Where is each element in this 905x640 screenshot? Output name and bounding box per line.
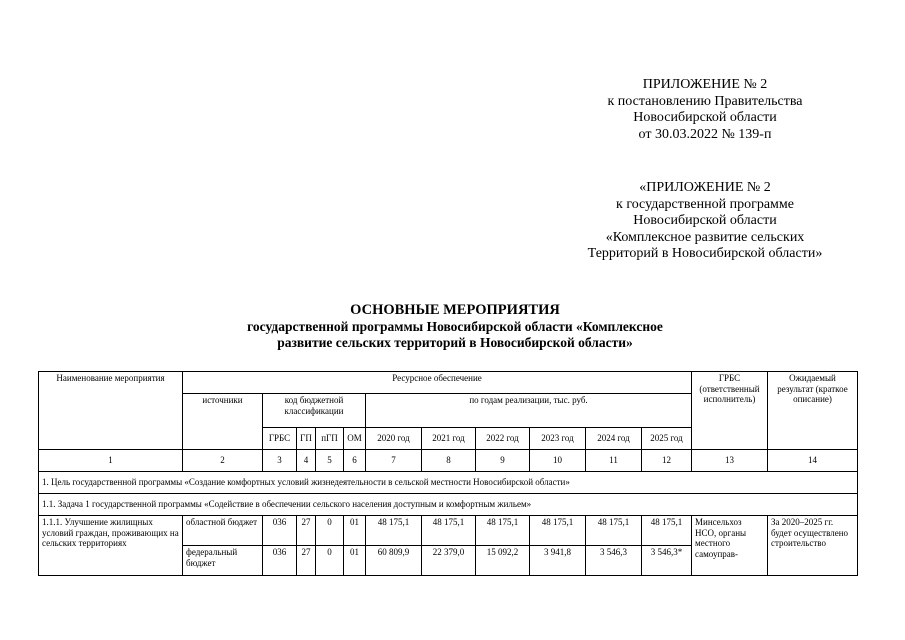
value-cell: 48 175,1	[586, 516, 642, 546]
header-code: код бюджетной классификации	[263, 394, 366, 428]
subheader-cell: 2025 год	[642, 428, 692, 450]
code-cell: 0	[316, 516, 344, 546]
column-number: 14	[768, 450, 858, 472]
value-cell: 48 175,1	[366, 516, 422, 546]
column-number: 10	[530, 450, 586, 472]
title-subtitle-line: развитие сельских территорий в Новосибирской области»	[277, 335, 633, 350]
source-cell: федеральный бюджет	[183, 546, 263, 576]
column-number: 1	[39, 450, 183, 472]
appendix-block	[545, 77, 865, 143]
code-cell: 27	[297, 546, 316, 576]
appendix-program-line: «Комплексное развитие сельских	[605, 229, 805, 245]
subheader-cell: пГП	[316, 428, 344, 450]
code-cell: 01	[344, 516, 366, 546]
appendix-line: от 30.03.2022 № 139-п	[638, 126, 772, 142]
subheader-cell: ГРБС	[263, 428, 297, 450]
code-cell: 0	[316, 546, 344, 576]
goal-text: 1. Цель государственной программы «Создание комфортных условий жизнедеятельности в сельской местности Новосибирской области»	[39, 472, 858, 494]
goal-row	[39, 472, 858, 494]
value-cell: 3 941,8	[530, 546, 586, 576]
column-number: 5	[316, 450, 344, 472]
header-years: по годам реализации, тыс. руб.	[366, 394, 692, 428]
column-number: 8	[422, 450, 476, 472]
value-cell: 3 546,3*	[642, 546, 692, 576]
value-cell: 15 092,2	[476, 546, 530, 576]
result-cell: За 2020–2025 гг. будет осуществлено строительство	[768, 516, 858, 576]
column-number: 11	[586, 450, 642, 472]
appendix-line: Новосибирской области	[633, 110, 777, 125]
subheader-cell: 2023 год	[530, 428, 586, 450]
subheader-cell: 2024 год	[586, 428, 642, 450]
table-row	[39, 516, 858, 546]
table-header-row	[39, 372, 858, 394]
title-subtitle-line: государственной программы Новосибирской области «Комплексное	[247, 319, 663, 334]
column-number: 6	[344, 450, 366, 472]
value-cell: 60 809,9	[366, 546, 422, 576]
header-grbs: ГРБС (ответственный исполнитель)	[692, 372, 768, 450]
header-sources: источники	[183, 394, 263, 450]
source-cell: областной бюджет	[183, 516, 263, 546]
column-number: 7	[366, 450, 422, 472]
appendix-program-block	[545, 180, 865, 263]
subheader-cell: 2022 год	[476, 428, 530, 450]
code-cell: 036	[263, 546, 297, 576]
document-title	[190, 302, 720, 351]
value-cell: 48 175,1	[476, 516, 530, 546]
task-row	[39, 494, 858, 516]
grbs-cell: Минсельхоз НСО, органы местного самоуправ-	[692, 516, 768, 576]
column-number: 9	[476, 450, 530, 472]
task-text: 1.1. Задача 1 государственной программы «Содействие в обеспечении сельского населения доступным и комфортным жильем»	[39, 494, 858, 516]
code-cell: 01	[344, 546, 366, 576]
value-cell: 22 379,0	[422, 546, 476, 576]
appendix-program-line: Новосибирской области	[633, 213, 777, 228]
subheader-cell: ОМ	[344, 428, 366, 450]
value-cell: 3 546,3	[586, 546, 642, 576]
column-number: 2	[183, 450, 263, 472]
column-number-row	[39, 450, 858, 472]
value-cell: 48 175,1	[422, 516, 476, 546]
subheader-cell: 2020 год	[366, 428, 422, 450]
appendix-program-line: «ПРИЛОЖЕНИЕ № 2	[639, 180, 771, 195]
column-number: 12	[642, 450, 692, 472]
value-cell: 48 175,1	[642, 516, 692, 546]
value-cell: 48 175,1	[530, 516, 586, 546]
column-number: 3	[263, 450, 297, 472]
measures-table	[38, 371, 858, 576]
appendix-program-line: Территорий в Новосибирской области»	[587, 246, 823, 261]
column-number: 4	[297, 450, 316, 472]
appendix-line: ПРИЛОЖЕНИЕ № 2	[642, 77, 768, 92]
code-cell: 27	[297, 516, 316, 546]
appendix-program-line: к государственной программе	[616, 196, 794, 212]
header-name: Наименование мероприятия	[39, 372, 183, 450]
subheader-cell: ГП	[297, 428, 316, 450]
column-number: 13	[692, 450, 768, 472]
code-cell: 036	[263, 516, 297, 546]
header-resources: Ресурсное обеспечение	[183, 372, 692, 394]
header-result: Ожидаемый результат (краткое описание)	[768, 372, 858, 450]
appendix-line: к постановлению Правительства	[607, 93, 803, 109]
title-heading: ОСНОВНЫЕ МЕРОПРИЯТИЯ	[350, 302, 560, 318]
measure-name: 1.1.1. Улучшение жилищных условий граждан, проживающих на сельских территориях	[39, 516, 183, 576]
subheader-cell: 2021 год	[422, 428, 476, 450]
